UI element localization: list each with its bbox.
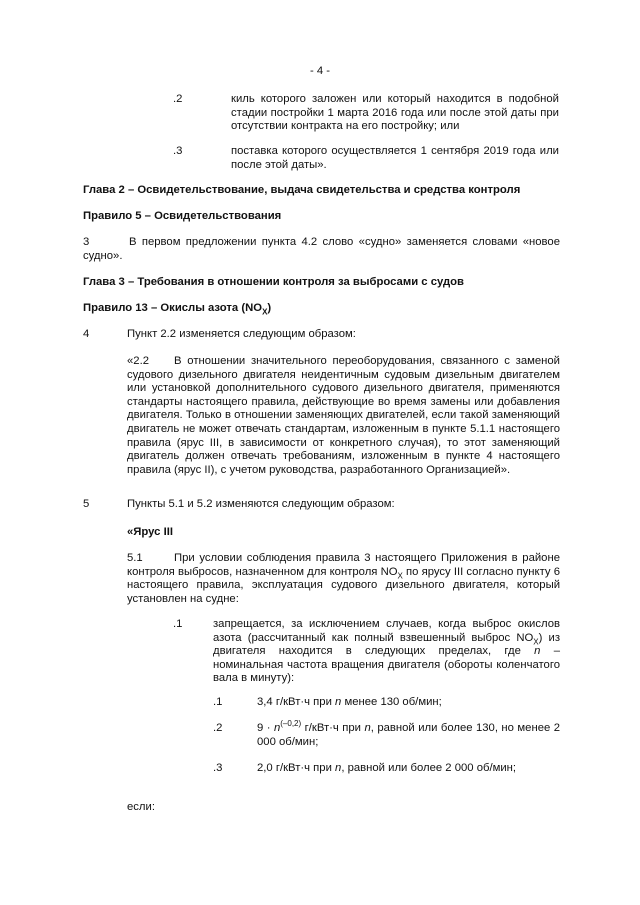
- quote-text: В отношении значительного переоборудования, связанного с заменой судового дизельного двигателя неидентичным судовым дизельным двигателем или установкой дополнительного судового дизельного двигателя, применяются стандарты настоящего правила, действующие во время замены или добавления двигателя. Только в отношении заменяющих двигателей, если такой заменяющий двигатель не может отвечать стандартам, изложенным в пункте 5.1.1 настоящего правила (ярус III, в зависимости от конкретного случая), то этот заменяющий двигатель должен отвечать требованиям, изложенным в пункте 4 настоящего правила (ярус II), с учетом руководства, разработанного Организацией».: [127, 355, 560, 476]
- paragraph-number: 5: [83, 498, 90, 510]
- tier-heading: «Ярус III: [127, 526, 173, 538]
- paragraph-text: В первом предложении пункта 4.2 слово «судно» заменяется словами «новое судно».: [83, 236, 560, 262]
- paragraph-number: 3: [83, 236, 90, 248]
- item-number: .3: [173, 145, 183, 157]
- item-text: поставка которого осуществляется 1 сентября 2019 года или после этой даты».: [231, 145, 559, 171]
- item-number: .1: [173, 618, 183, 630]
- subitem-number: .1: [213, 696, 223, 708]
- subitem-number: .2: [213, 722, 223, 734]
- quote-number: «2.2: [127, 355, 149, 367]
- item-text: киль которого заложен или который находится в подобной стадии постройки 1 марта 2016 года или после этой даты при отсутствии контракта на его постройку; или: [231, 93, 559, 133]
- subitem-text: 3,4 г/кВт·ч при n менее 130 об/мин;: [257, 696, 442, 708]
- rule-heading: Правило 5 – Освидетельствования: [83, 210, 282, 222]
- rule-heading: Правило 13 – Окислы азота $(NO_X)$: [83, 302, 272, 317]
- chapter-heading: Глава 3 – Требования в отношении контроля за выбросами с судов: [83, 276, 464, 288]
- paragraph-number: 4: [83, 328, 90, 340]
- subitem-text: 2,0 г/кВт·ч при n, равной или более 2 000 об/мин;: [257, 762, 517, 774]
- paragraph-text: Пункт 2.2 изменяется следующим образом:: [127, 328, 356, 340]
- subparagraph-number: 5.1: [127, 552, 143, 564]
- page-number: - 4 -: [309, 65, 331, 77]
- subitem-text: $9 \cdot n^{(-0,2)}$ г/кВт·ч при n, равной или более 130, но менее 2 000 об/мин;: [257, 719, 561, 748]
- item-text: запрещается, за исключением случаев, когда выброс окислов азота (рассчитанный как полный взвешенный выброс $NO_X$) из двигателя находится в следующих пределах, где n – номинальная частота вращения двигателя (обороты коленчатого вала в минуту):: [213, 618, 560, 685]
- chapter-heading: Глава 2 – Освидетельствование, выдача свидетельства и средства контроля: [83, 184, 521, 196]
- paragraph-text: Пункты 5.1 и 5.2 изменяются следующим образом:: [127, 498, 395, 510]
- continuation-text: если:: [127, 801, 155, 813]
- item-number: .2: [173, 93, 183, 105]
- subitem-number: .3: [213, 762, 223, 774]
- subparagraph-text: При условии соблюдения правила 3 настоящего Приложения в районе контроля выбросов, назначенном для контроля $NO_X$ по ярусу III согласно пункту 6 настоящего правила, эксплуатация судового дизельного двигателя, который установлен на судне:: [127, 552, 560, 605]
